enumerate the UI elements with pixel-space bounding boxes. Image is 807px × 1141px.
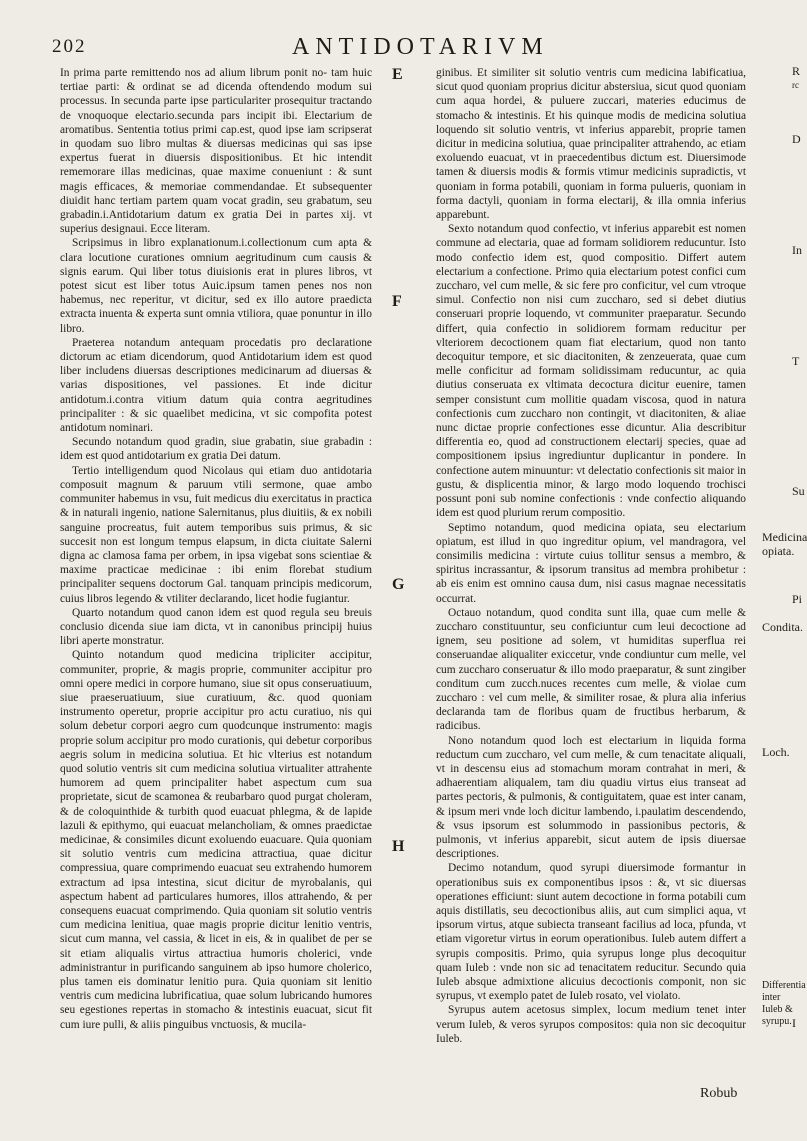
paragraph: Septimo notandum, quod medicina opiata, seu electarium opiatum, est illud in quo ingreditur opium, vel mandragora, vel consimilis medicina : virtute cuius tollitur sensus a membro, & spiritus incrassantur, & ipsorum transitus ad membra prohibetur : ab eis enim est omnino causa dum, nisi casus magnae necessitatis occurrat. xyxy=(436,521,746,605)
edge-letter: T xyxy=(792,354,800,368)
left-column xyxy=(60,66,372,1032)
paragraph: Decimo notandum, quod syrupi diuersimode formantur in operationibus suis ex componentibus ipsos : &, vt sic diuersas operationes efficiunt: siunt autem decoctione in forma potabili cum aquis distillatis, seu decoctionibus aliis, aut cum simplici aqua, vt ipsorum virtus, atque subiecta transeant facilius ad loca, pfunda, vt etiam vigoretur virtus in eorum operationibus. Iuleb autem differt a syrupis compositis. Primo, quia syrupus longe plus decoquitur quam Iuleb : vnde non sic ad tenacitatem reducitur. Secundo quia Iuleb absque admixtione alicuius decoctionis componit, non sic syrupus, vt exemplo patet de Iuleb rosato, vel violato. xyxy=(436,862,746,1003)
paragraph: Syrupus autem acetosus simplex, locum medium tenet inter verum Iuleb, & veros syrupos compositos: quia non sic decoquitur Iuleb. xyxy=(436,1004,746,1045)
margin-note-differentia: Differentia inter Iuleb & syrupu. xyxy=(762,980,806,1027)
paragraph: Nono notandum quod loch est electarium in liquida forma reductum cum zuccharo, vel cum melle, & cum tenacitate aliquali, vt in descensu eius ad stomachum moram contrahat in meri, & adhaerentiam aliqualem, tam diu quadiu virtus eius transeat ad partes pectoris, & pulmonis, & contiguitatem, quae est inter canam, & ipsum meri vnde loch dicitur lambendo, i.paulatim descendendo, & vsus ipsorum est solummodo in passionibus pectoris, & pulmonis, vt inferius apparebit, sicut autem de ipsis diuersae descriptiones. xyxy=(436,734,746,861)
section-marker-e: E xyxy=(392,66,403,83)
margin-note-loch: Loch. xyxy=(762,745,790,759)
paragraph: Scripsimus in libro explanationum.i.collectionum cum apta & clara locutione curationes omnium aegritudinum cum causis & signis earum. Qui liber totus diuisionis erat in plures libros, vt potest sicut est liber totus Auic.ipsum tamen penes nos non habemus, nec reperitur, vt dicitur, sed ex illo autore praedicta extracta inuenta & experta sunt omnia vtiliora, quae ponuntur in illo libro. xyxy=(60,237,372,335)
paragraph: In prima parte remittendo nos ad alium librum ponit no- tam huic tertiae parti: & ordinat se ad dicenda oftendendo modum sui processus. In secunda parte ipse particulariter prosequitur tractando de vnoquoque electario.secunda pars incipit ibi. Electarium de aromatibus. Sententia totius primi cap.est, quod ipse iam scripserat in quodam suo libro multas & diuersas medicinas qui sas ipse expertus fuerat in diuersis dispositionibus. Et hic intendit rememorare illas medicinas, quae maxime conueniunt : & sunt magis efficaces, & memoriae commendandae. Et subsequenter diuidit hanc tertiam partem quam vocat gradin, seu grabatum, seu grabadin.i.Antidotarium datum ex gratia Dei in partes xij. vt superius designaui. Ecce literam. xyxy=(60,67,372,236)
edge-letter: R xyxy=(792,64,801,78)
page-header xyxy=(52,34,632,64)
edge-letter: I xyxy=(792,1016,796,1030)
paragraph: Quinto notandum quod medicina tripliciter accipitur, communiter, proprie, & magis proprie, communiter accipitur pro omni opere medici in corpore humano, siue sit opus conseruatiuum, siue praeseruatiuum, siue curatiuum, &c. quod quoniam instrumento operetur, proprie accipitur pro actu curatiuo, nis qui solum debetur corpori aegro cum quodcunque instrumento: magis proprie solum accipitur pro modo curationis, qui debetur corporibus aegris solum in medicina solutiua. Et hic vlterius est notandum quod solutio ventris sit cum medicina solutiua virtualiter attrahente humorem ad quem principaliter habet aspectum cum sua proprietate, sicut de scamonea & reubarbaro quod purgat choleram, & de coloquinthide & turbith quod euacuat phlegma, & de lapide lazuli & epithymo, qui euacuat melancholiam, & omnes praedictae medicinae, & consimiles dicunt exoluendo euacuare. Quia quoniam sit solutio ventris cum medicina attractiua, quae dicitur compressiua, quare comprimendo euacuat seu extrahendo humorem extractum ad ipsa intestina, sicut dicitur de myrobalanis, qui aspectum habent ad particulares humores, illos attrahendo, & per consequens euacuat comprimendo. Quia quoniam sit solutio ventris cum medicina lenitiua, quae magis proprie dicitur lenitio ventris, sicut cum manna, vel cassia, & licet in eis, & in qualibet de per se sit etiam aliqualis virtus attractiua humoris cholerici, vnde administrantur in purificando sanguinem ab ipso humore cholerico, plus tamen eis dominatur lenitio pura. Quia quoniam sit lenitio ventris cum medicina lubrificatiua, quae solum lubricando humores seu egestiones repertas in stomacho & intestinis euacuat, sicut fit cum iure pulli, & aliis pinguibus vnctuosis, & mucila- xyxy=(60,649,372,1031)
paragraph: Secundo notandum quod gradin, siue grabatin, siue grabadin : idem est quod antidotarium ex gratia Dei datum. xyxy=(60,436,372,463)
section-marker-f: F xyxy=(392,293,402,310)
edge-letter: D xyxy=(792,132,801,146)
edge-letter: Pi xyxy=(792,592,803,606)
margin-note-condita: Condita. xyxy=(762,620,803,634)
margin-note-opiata: Medicina opiata. xyxy=(762,530,807,558)
section-marker-g: G xyxy=(392,576,405,593)
right-column xyxy=(436,66,746,1046)
paragraph: Quarto notandum quod canon idem est quod regula seu breuis conclusio dicenda siue iam dicta, vt in canonibus principij huius libri aperte monstratur. xyxy=(60,606,372,648)
paragraph: Octauo notandum, quod condita sunt illa, quae cum melle & zuccharo constituuntur, seu conficiuntur cum leui decoctione ad ignem, seu positione ad solem, vt humiditas superflua rei conseruandae aliqualiter exiccetur, vnde condiuntur cum melle, vel cum zuccharo conseruatur & illo modo praeparatur, & sunt zingiber conditum cum zucch.nuces recentes cum melle, & violae cum zuccharo : vel cum melle, & similiter rosae, & plura alia inferius declaranda tam de floribus quam de fructibus herbarum, & radicibus. xyxy=(436,606,746,733)
page-number: 202 xyxy=(52,36,87,57)
running-title: ANTIDOTARIVM xyxy=(292,34,549,60)
edge-letter: rc xyxy=(792,80,799,90)
paragraph: Praeterea notandum antequam procedatis pro declaratione dictorum ac etiam dicendorum, quod Antidotarium idem est quod liber includens diuersas descriptiones medicinarum ad diuersas & varias dispositiones, vel passiones. Et inde dicitur antidotum.i.contra vitium datum quia contra aegritudines principaliter : & sic quaelibet medicina, vt sic compofita potest antidotum nominari. xyxy=(60,336,372,435)
section-marker-h: H xyxy=(392,838,405,855)
paragraph: Sexto notandum quod confectio, vt inferius apparebit est nomen commune ad electaria, quae ad formam solidiorem reducuntur. Isto modo confectio idem est, quod compositio. Differt autem electarium a confectione. Primo quia electarium potest confici cum zuccharo, vel cum melle, & sic fere pro conficitur, vel cum vtroque simul. Confectio non nisi cum zuccharo, sed si debet diutius conseruari proprie loquendo, vt communiter praeparatur. Secundo differt, quia confectio in solidiorem formam reducitur per vlteriorem decoctionem quam fiat electarium, quod non tanto decoquitur tempore, et sic diacitoniten, & zenzeuerata, quae cum melle conficitur ad formam solidissimam reducuntur, ac quia diutius conseruata ex vltimata decoctura dicitur euenire, tamen semper consistunt cum mollitie quadam viscosa, quod in natura confectionis cum zuccharo non contingit, vt diacitoniten, & aliae nunc dictae proprie confectiones esse dicuntur. Alia describitur differentia eo, quod ad constructionem electarij species, quae ad compositionem ipsius ingrediuntur duplicantur in pondere. In confectione autem minuuntur: vt delectatio confectionis sit maior in gustu, & displicentia minor, & largo modo loquendo trochisci possunt poni sub nomine confectionis : vnde confectio aliquando idem est quod plurium rerum compositio. xyxy=(436,223,746,520)
paragraph: ginibus. Et similiter sit solutio ventris cum medicina labificatiua, sicut quod quoniam proprius dicitur abstersiua, sicut quod quoniam cum aqua hordei, & puluere zuccari, materies educimus de stomacho & intestinis. Et his quinque modis de medicina solutiua loquendo sit solutio ventris, vt inferius apparebit, proprie tamen dicitur in medicina solutiua, quae principaliter attrahendo, ac etiam exoluendo euacuat, vt in praecedentibus dictum est. Diuersimode tamen & diuersis modis & formis vtimur medicinis supradictis, vt quoniam in forma potabili, quoniam in forma pulueris, quoniam in forma dactyli, quoniam in forma electarij, & illa omnia inferius apparebunt. xyxy=(436,67,746,222)
edge-letter: Su xyxy=(792,484,805,498)
edge-letter: In xyxy=(792,243,802,257)
catchword: Robub xyxy=(700,1086,738,1101)
paragraph: Tertio intelligendum quod Nicolaus qui etiam duo antidotaria composuit magnum & paruum vtili sermone, quae ambo communiter habemus in vsu, fuit medicus diu exercitatus in practica & in naturali ingenio, natione Salernitanus, plus diuitiis, & ex nobili sanguine procreatus, fuit autem temporibus suis primus, & sic succesit non est longum tempus elapsum, in dicta ciuitate Salerni digna ac clamosa fama per orbem, in ipsa vigebat sons scientiae & maxime practicae medicinae : ibi enim florebat studium principaliter sequens doctorum Gal. tanquam principis medicorum, cuius libros legendo & vtiliter declarando, licet hodie fugiantur. xyxy=(60,464,372,605)
